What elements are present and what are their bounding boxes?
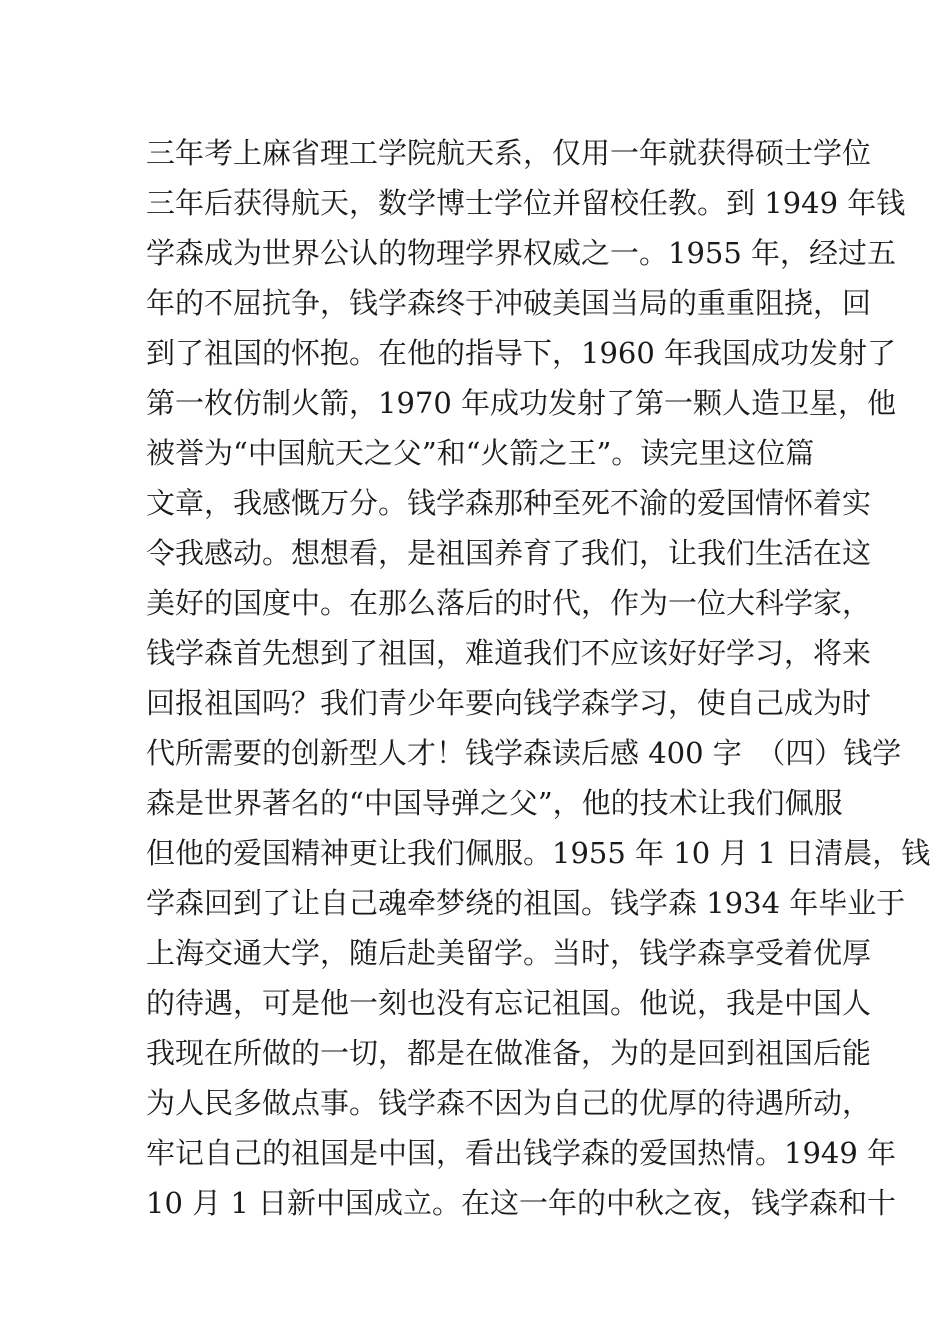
text-line: 森是世界著名的“中国导弹之父”，他的技术让我们佩服 xyxy=(146,786,843,820)
text-line: 令我感动。想想看，是祖国养育了我们，让我们生活在这 xyxy=(146,536,872,570)
text-line: 上海交通大学，随后赴美留学。当时，钱学森享受着优厚 xyxy=(146,936,872,970)
text-line: 三年考上麻省理工学院航天系，仅用一年就获得硕士学位 xyxy=(146,136,872,170)
text-line: 10 月 1 日新中国成立。在这一年的中秋之夜，钱学森和十 xyxy=(146,1186,897,1220)
text-line: 学森成为世界公认的物理学界权威之一。1955 年，经过五 xyxy=(146,236,897,270)
body-text xyxy=(146,128,931,1228)
text-line: 但他的爱国精神更让我们佩服。1955 年 10 月 1 日清晨，钱 xyxy=(146,836,931,870)
text-line: 三年后获得航天，数学博士学位并留校任教。到 1949 年钱 xyxy=(146,186,906,220)
text-line: 钱学森首先想到了祖国，难道我们不应该好好学习，将来 xyxy=(146,636,872,670)
text-line: 代所需要的创新型人才！钱学森读后感 400 字 （四）钱学 xyxy=(146,736,902,770)
text-line: 第一枚仿制火箭，1970 年成功发射了第一颗人造卫星，他 xyxy=(146,386,897,420)
text-line: 到了祖国的怀抱。在他的指导下，1960 年我国成功发射了 xyxy=(146,336,897,370)
text-line: 美好的国度中。在那么落后的时代，作为一位大科学家， xyxy=(146,586,872,620)
text-line: 文章，我感慨万分。钱学森那种至死不渝的爱国情怀着实 xyxy=(146,486,872,520)
text-line: 回报祖国吗？我们青少年要向钱学森学习，使自己成为时 xyxy=(146,686,872,720)
text-line: 年的不屈抗争，钱学森终于冲破美国当局的重重阻挠，回 xyxy=(146,286,872,320)
text-line: 被誉为“中国航天之父”和“火箭之王”。读完里这位篇 xyxy=(146,436,815,470)
text-line: 为人民多做点事。钱学森不因为自己的优厚的待遇所动， xyxy=(146,1086,872,1120)
text-line: 我现在所做的一切，都是在做准备，为的是回到祖国后能 xyxy=(146,1036,872,1070)
text-line: 牢记自己的祖国是中国，看出钱学森的爱国热情。1949 年 xyxy=(146,1136,897,1170)
text-line: 的待遇，可是他一刻也没有忘记祖国。他说，我是中国人 xyxy=(146,986,872,1020)
text-line: 学森回到了让自己魂牵梦绕的祖国。钱学森 1934 年毕业于 xyxy=(146,886,906,920)
